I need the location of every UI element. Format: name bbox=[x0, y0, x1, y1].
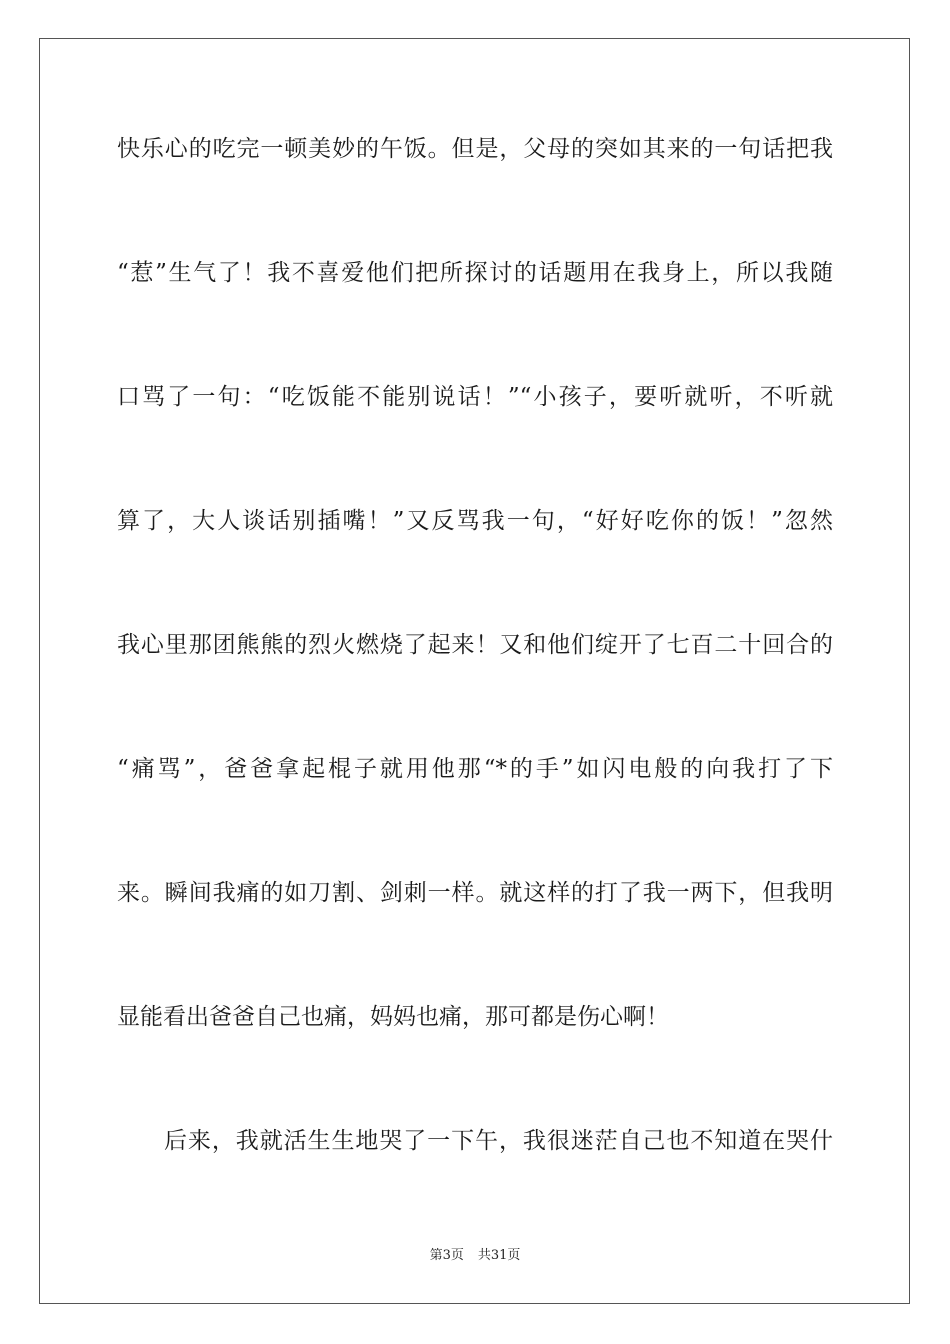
text-line: 口骂了一句：“吃饭能不能别说话！”“小孩子，要听就听，不听就 bbox=[117, 384, 833, 410]
page-total: 共31页 bbox=[477, 1248, 521, 1263]
text-line: 我心里那团熊熊的烈火燃烧了起来！又和他们绽开了七百二十回合的 bbox=[117, 632, 833, 658]
text-line: “痛骂”，爸爸拿起棍子就用他那“*的手”如闪电般的向我打了下 bbox=[117, 756, 833, 782]
page-border bbox=[39, 38, 910, 1304]
text-line: 算了，大人谈话别插嘴！”又反骂我一句，“好好吃你的饭！”忽然 bbox=[117, 508, 833, 534]
text-line: “惹”生气了！我不喜爱他们把所探讨的话题用在我身上，所以我随 bbox=[117, 260, 833, 286]
text-line: 快乐心的吃完一顿美妙的午饭。但是，父母的突如其来的一句话把我 bbox=[117, 136, 833, 162]
page-number: 第3页 bbox=[429, 1248, 464, 1263]
text-line: 显能看出爸爸自己也痛，妈妈也痛，那可都是伤心啊！ bbox=[117, 1004, 669, 1030]
text-line: 来。瞬间我痛的如刀割、剑刺一样。就这样的打了我一两下，但我明 bbox=[117, 880, 833, 906]
page-footer bbox=[0, 1247, 950, 1265]
paragraph-start-line: 后来，我就活生生地哭了一下午，我很迷茫自己也不知道在哭什 bbox=[164, 1128, 833, 1154]
